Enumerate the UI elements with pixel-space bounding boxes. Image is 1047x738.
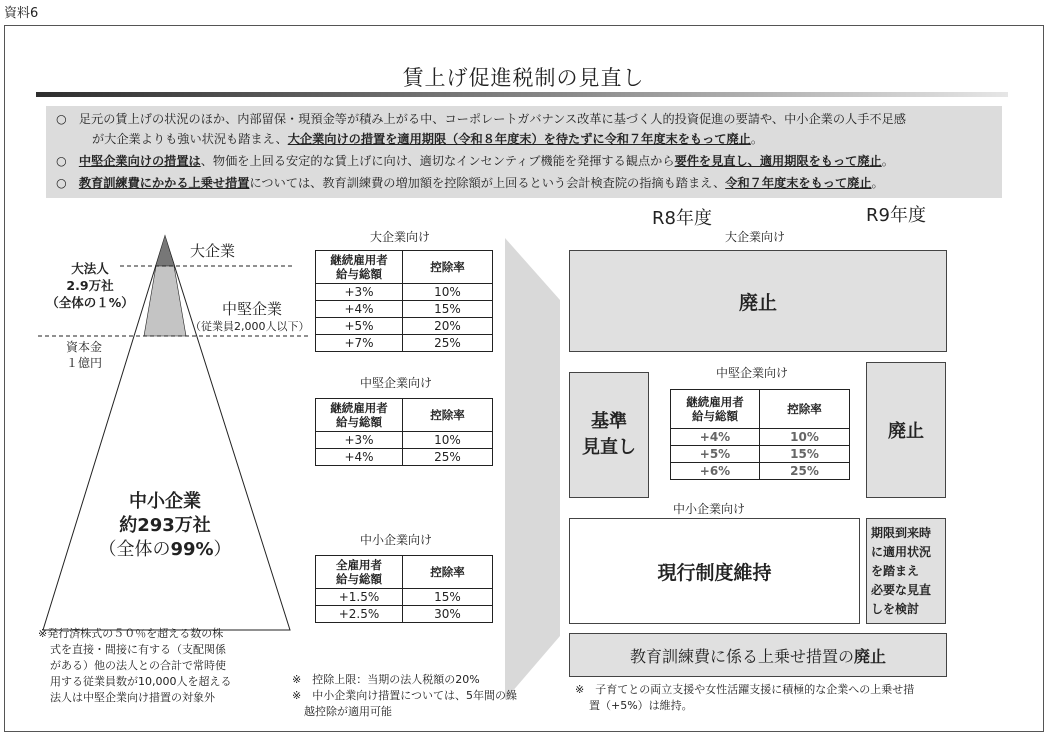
footnote-left: ※発行済株式の５０％を超える数の株 式を直接・間接に有する（支配関係 がある）他の法人との合計で常時使 用する従業員数が10,000人を超える 法人は中堅企業向け措置の対象外 xyxy=(38,627,232,704)
table-current-large: 継続雇用者 給与総額 控除率 +3% 10% +4% 15% +5% 20% +7% 25% xyxy=(315,250,493,352)
mid-revise-box: 基準 見直し xyxy=(569,372,649,498)
table-row: +3% 10% xyxy=(316,432,493,449)
caption-current-small: 中小企業向け xyxy=(360,533,433,547)
label-mid-sub: （従業員2,000人以下） xyxy=(190,320,310,333)
notes-right: ※ 子育てとの両立支援や女性活躍支援に積極的な企業への上乗せ措 置（+5%）は維持。 xyxy=(575,683,915,712)
header-r9: R9年度 xyxy=(866,205,926,226)
table-new-mid: 継続雇用者 給与総額 控除率 +4% 10% +5% 15% +6% 25% xyxy=(670,389,850,480)
table-current-mid: 継続雇用者 給与総額 控除率 +3% 10% +4% 25% xyxy=(315,398,493,466)
caption-new-small: 中小企業向け xyxy=(673,502,746,516)
transition-arrow xyxy=(505,238,560,700)
caption-current-large: 大企業向け xyxy=(370,230,431,244)
label-large-corp: 大企業 xyxy=(190,242,236,260)
table-row: +5% 20% xyxy=(316,318,493,335)
large-abolish-box: 廃止 xyxy=(569,250,947,352)
summary-line-1: ○ 足元の賃上げの状況のほか、内部留保・現預金等が積み上がる中、コーポレートガバナンス改革に基づく人的投資促進の要請や、中小企業の人手不足感 xyxy=(56,112,906,126)
doc-label: 資料6 xyxy=(4,6,39,21)
edu-training-box: 教育訓練費に係る上乗せ措置の 廃止 xyxy=(569,633,947,677)
table-row: +4% 10% xyxy=(671,429,850,446)
notes-center: ※ 控除上限：当期の法人税額の20% ※ 中小企業向け措置については、5年間の繰 越控除が適用可能 xyxy=(292,673,517,718)
capital-threshold: 資本金 １億円 xyxy=(65,340,102,370)
table-current-small: 全雇用者 給与総額 控除率 +1.5% 15% +2.5% 30% xyxy=(315,555,493,623)
page-title: 賃上げ促進税制の見直し xyxy=(402,66,645,90)
summary-line-4: ○ 教育訓練費にかかる上乗せ措置については、教育訓練費の増加額を控除額が上回るという会計検査院の指摘も踏まえ、令和７年度末をもって廃止。 xyxy=(56,176,884,190)
table-row: +1.5% 15% xyxy=(316,589,493,606)
table-row: +3% 10% xyxy=(316,284,493,301)
small-r9-review-box: 期限到来時 に適用状況 を踏まえ 必要な見直 しを検討 xyxy=(866,518,946,624)
summary-line-2: が大企業よりも強い状況も踏まえ、大企業向けの措置を適用期限（令和８年度末）を待たずに令和７年度末をもって廃止。 xyxy=(92,132,764,146)
table-row: +4% 15% xyxy=(316,301,493,318)
summary-line-3: ○ 中堅企業向けの措置は、物価を上回る安定的な賃上げに向け、適切なインセンティブ機能を発揮する観点から要件を見直し、適用期限をもって廃止。 xyxy=(56,154,894,168)
small-maintain-box: 現行制度維持 xyxy=(569,518,860,624)
label-mid-corp: 中堅企業 xyxy=(222,300,283,318)
sme-count: 中小企業 約293万社 （全体の99%） xyxy=(98,491,232,560)
mid-r9-abolish-box: 廃止 xyxy=(866,362,946,498)
caption-current-mid: 中堅企業向け xyxy=(360,376,433,390)
caption-new-mid: 中堅企業向け xyxy=(716,366,789,380)
table-row: +6% 25% xyxy=(671,463,850,480)
table-row: +7% 25% xyxy=(316,335,493,352)
large-corp-count: 大法人 2.9万社 （全体の１%） xyxy=(46,261,134,310)
table-row: +4% 25% xyxy=(316,449,493,466)
table-row: +5% 15% xyxy=(671,446,850,463)
header-r8: R8年度 xyxy=(652,208,712,229)
table-row: +2.5% 30% xyxy=(316,606,493,623)
caption-new-large: 大企業向け xyxy=(725,230,786,244)
